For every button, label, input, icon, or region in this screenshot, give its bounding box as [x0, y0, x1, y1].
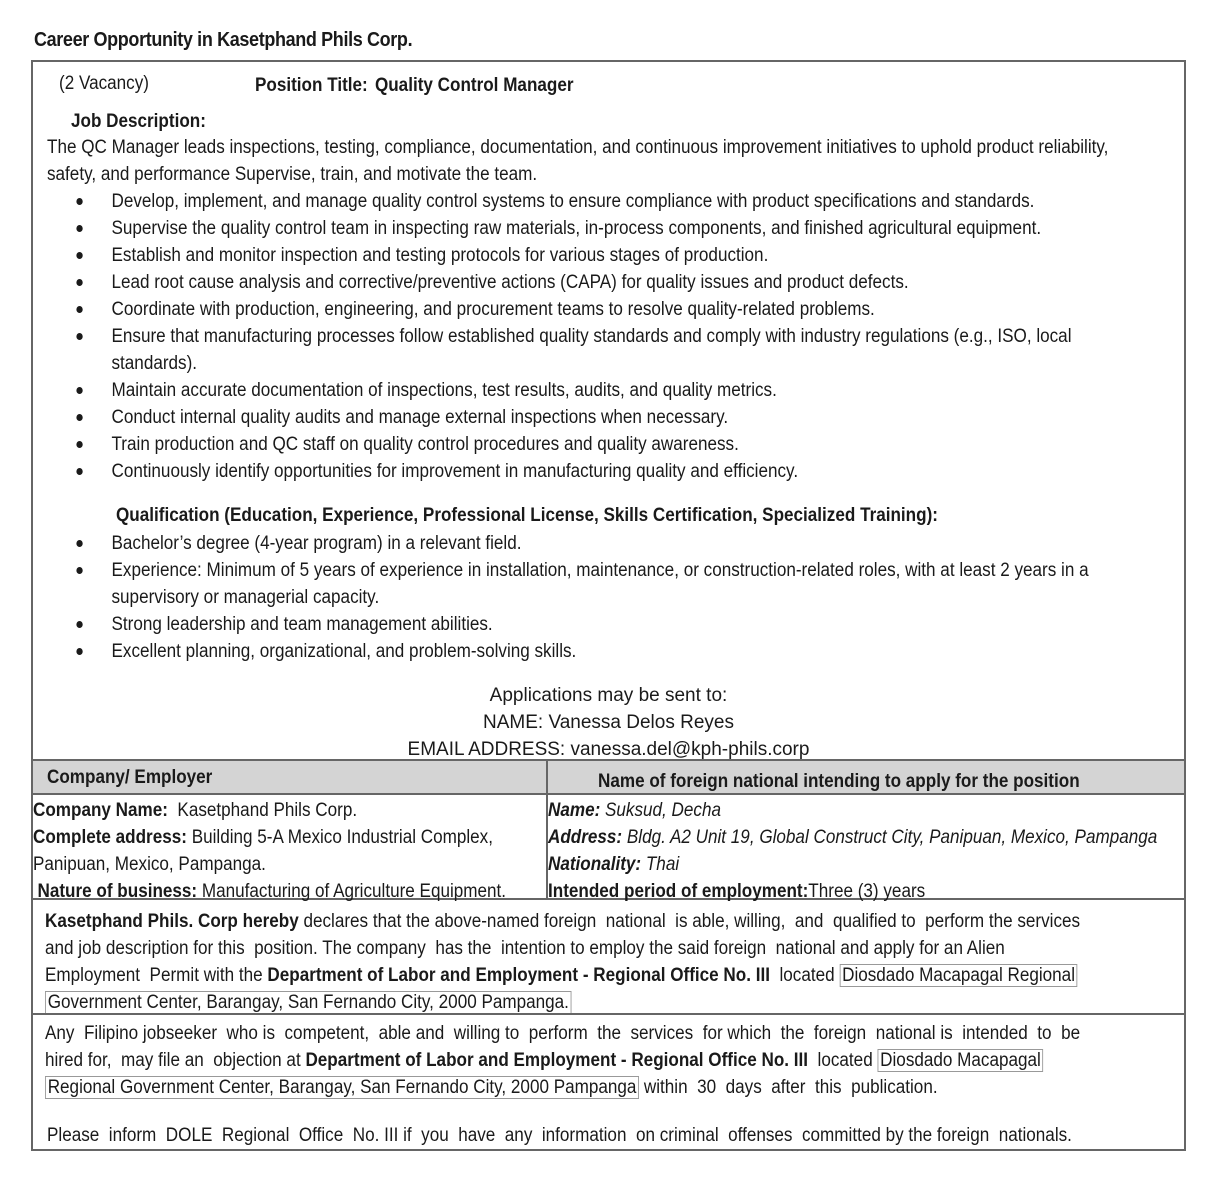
experience-text: Minimum of 5 years of experience in installation, maintenance, or construction-related roles, with at least 2 years in a: [201, 560, 1089, 581]
fn-address-row: [548, 824, 1157, 851]
application-line: Applications may be sent to:: [489, 685, 728, 706]
page-title: Career Opportunity in Kasetphand Phils Corp.: [34, 29, 413, 51]
declaration-text: declares that the above-named foreign national is able, willing, and qualified to perform the services: [298, 911, 1081, 932]
fn-nationality-value: Thai: [641, 854, 680, 875]
office-address-part2: Government Center, Barangay, San Fernando City, 2000 Pampanga.: [45, 991, 572, 1014]
section-divider: [33, 1013, 1184, 1015]
objection-line: [45, 1047, 1125, 1074]
list-item: Develop, implement, and manage quality control systems to ensure compliance with product specifications and standards.: [71, 188, 1072, 215]
qualifications-list: [71, 530, 1089, 665]
declaration-line: [45, 908, 1125, 935]
list-item: Establish and monitor inspection and testing protocols for various stages of production.: [71, 242, 1072, 269]
job-description-intro: [47, 134, 1186, 188]
list-item: [71, 557, 1089, 611]
fn-address-value: Bldg. A2 Unit 19, Global Construct City, Panipuan, Mexico, Pampanga: [622, 827, 1158, 848]
declaration-text: Employment Permit with the: [45, 965, 268, 986]
located-text: located: [808, 1050, 878, 1071]
list-item: Strong leadership and team management abilities.: [71, 611, 1089, 638]
intro-line: The QC Manager leads inspections, testing, compliance, documentation, and continuous improvement initiatives to uphold product reliability,: [47, 137, 1109, 158]
position-title: [255, 72, 574, 99]
foreign-national-column-header: Name of foreign national intending to apply for the position: [598, 771, 1080, 792]
company-address-row: [33, 824, 506, 851]
job-description-heading: Job Description:: [71, 111, 206, 132]
objection-line: [45, 1074, 1125, 1101]
fn-nationality-row: [548, 851, 1157, 878]
objection-notice: [45, 1020, 1125, 1101]
employer-foreign-national-table: [33, 759, 1184, 900]
dole-office: Department of Labor and Employment - Regional Office No. III: [267, 965, 770, 986]
foreign-national-details: [548, 797, 1157, 905]
office-address-part1: Diosdado Macapagal: [877, 1049, 1043, 1072]
list-item: Excellent planning, organizational, and problem-solving skills.: [71, 638, 1089, 665]
list-item: [71, 323, 1072, 377]
vacancy-count: (2 Vacancy): [59, 73, 149, 94]
objection-text: hired for, may file an objection at: [45, 1050, 306, 1071]
qualification-heading: Qualification (Education, Experience, Professional License, Skills Certification, Specialized Training):: [116, 505, 938, 526]
declaring-company: Kasetphand Phils. Corp hereby: [45, 911, 299, 932]
fn-period-value: Three (3) years: [808, 881, 926, 902]
address-label: Complete address:: [33, 827, 187, 848]
intro-line: safety, and performance Supervise, train, and motivate the team.: [47, 164, 538, 185]
company-address-cont: Panipuan, Mexico, Pampanga.: [33, 854, 266, 875]
objection-deadline: within 30 days after this publication.: [639, 1077, 938, 1098]
business-label: Nature of business:: [37, 881, 198, 902]
experience-text-cont: supervisory or managerial capacity.: [111, 587, 380, 608]
objection-line: Any Filipino jobseeker who is competent, able and willing to perform the services for which the foreign national is intended to be: [45, 1023, 1081, 1044]
company-name-value: Kasetphand Phils Corp.: [167, 800, 358, 821]
dole-office: Department of Labor and Employment - Regional Office No. III: [305, 1050, 809, 1071]
fn-nationality-label: Nationality:: [548, 854, 642, 875]
fn-period-label: Intended period of employment:: [548, 881, 809, 902]
employer-declaration: [45, 908, 1125, 1016]
list-item: Train production and QC staff on quality control procedures and quality awareness.: [71, 431, 1072, 458]
list-item: Coordinate with production, engineering, and procurement teams to resolve quality-related problems.: [71, 296, 1072, 323]
fn-name-label: Name:: [548, 800, 601, 821]
position-label: Position Title:: [255, 75, 368, 96]
company-name-label: Company Name:: [33, 800, 168, 821]
application-contact: [33, 682, 1184, 763]
fn-name-value: Suksud, Decha: [600, 800, 721, 821]
list-item: Conduct internal quality audits and manage external inspections when necessary.: [71, 404, 1072, 431]
declaration-line: [45, 962, 1125, 989]
office-address-part2: Regional Government Center, Barangay, San Fernando City, 2000 Pampanga: [45, 1076, 639, 1099]
fn-address-label: Address:: [548, 827, 623, 848]
declaration-line: [45, 989, 1125, 1016]
duty-text: Ensure that manufacturing processes follow established quality standards and comply with industry regulations (e.g., ISO, local: [111, 326, 1072, 347]
business-value: Manufacturing of Agriculture Equipment.: [197, 881, 507, 902]
list-item: Maintain accurate documentation of inspections, test results, audits, and quality metrics.: [71, 377, 1072, 404]
business-row: [33, 878, 506, 905]
fn-period-row: [548, 878, 1157, 905]
duties-list: [71, 188, 1072, 485]
office-address-part1: Diosdado Macapagal Regional: [839, 964, 1077, 987]
job-posting-frame: [31, 60, 1186, 1151]
duty-text-cont: standards).: [111, 353, 198, 374]
address-value: Building 5-A Mexico Industrial Complex,: [186, 827, 493, 848]
position-value: Quality Control Manager: [374, 75, 574, 96]
list-item: Continuously identify opportunities for improvement in manufacturing quality and efficiency.: [71, 458, 1072, 485]
contact-name: NAME: Vanessa Delos Reyes: [483, 712, 734, 733]
fn-name-row: [548, 797, 1157, 824]
inform-dole-notice: Please inform DOLE Regional Office No. III if you have any information on criminal offenses committed by the foreign nationals.: [47, 1125, 1072, 1146]
list-item: Lead root cause analysis and corrective/preventive actions (CAPA) for quality issues and product defects.: [71, 269, 1072, 296]
list-item: Supervise the quality control team in inspecting raw materials, in-process components, and finished agricultural equipment.: [71, 215, 1072, 242]
located-text: located: [769, 965, 840, 986]
experience-label: Experience:: [111, 560, 202, 581]
employer-details: [33, 797, 506, 905]
contact-email: EMAIL ADDRESS: vanessa.del@kph-phils.corp: [407, 739, 810, 760]
declaration-line: and job description for this position. The company has the intention to employ the said foreign national and apply for an Alien: [45, 938, 1005, 959]
list-item: Bachelor’s degree (4-year program) in a relevant field.: [71, 530, 1089, 557]
employer-column-header: Company/ Employer: [47, 767, 213, 788]
company-name-row: [33, 797, 506, 824]
